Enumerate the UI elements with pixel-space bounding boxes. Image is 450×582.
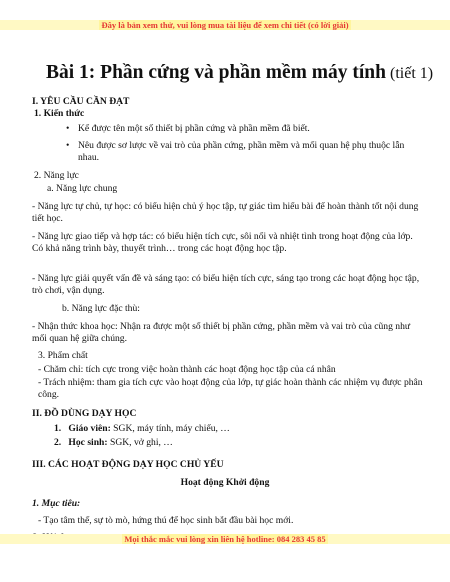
dodung-num: 1. bbox=[54, 423, 62, 434]
nangluc-heading: 2. Năng lực bbox=[34, 170, 79, 181]
preview-notice-banner: Đây là bản xem thử, vui lòng mua tài liệu để xem chi tiết (có lời giải) bbox=[0, 20, 450, 30]
phamchat-chamchi: - Chăm chỉ: tích cực trong việc hoàn thành các hoạt động học tập của cá nhân bbox=[38, 364, 336, 375]
kienthuc-heading: 1. Kiến thức bbox=[34, 108, 85, 119]
section-2-heading: II. ĐỒ DÙNG DẠY HỌC bbox=[32, 408, 137, 419]
section-3-heading: III. CÁC HOẠT ĐỘNG DẠY HỌC CHỦ YẾU bbox=[32, 459, 224, 470]
hotline-banner: Mọi thắc mắc vui lòng xin liên hệ hotline: 084 283 45 85 bbox=[0, 534, 450, 544]
dodung-item bbox=[54, 437, 173, 449]
dodung-num: 2. bbox=[54, 437, 62, 448]
dodung-item bbox=[54, 423, 230, 435]
dodung-label: Giáo viên: bbox=[68, 423, 111, 434]
muctieu-heading: 1. Mục tiêu: bbox=[32, 498, 81, 509]
dodung-text: SGK, máy tính, máy chiếu, … bbox=[110, 423, 230, 434]
muctieu-text: - Tạo tâm thế, sự tò mò, hứng thú để học sinh bắt đầu bài học mới. bbox=[38, 515, 294, 526]
phamchat-heading: 3. Phẩm chất bbox=[38, 350, 88, 361]
kienthuc-item: • Kể được tên một số thiết bị phần cứng và phần mềm đã biết. bbox=[78, 123, 310, 135]
phamchat-trachnhiem: - Trách nhiệm: tham gia tích cực vào hoạt động của lớp, tự giác hoàn thành các nhiệm vụ được phân công. bbox=[38, 377, 423, 401]
dodung-label: Học sinh: bbox=[68, 437, 108, 448]
dodung-text: SGK, vở ghi, … bbox=[107, 437, 173, 448]
kienthuc-item: • Nêu được sơ lược về vai trò của phần cứng, phần mềm và mối quan hệ phụ thuộc lẫn nhau. bbox=[78, 140, 408, 165]
nangluc-chung: a. Năng lực chung bbox=[47, 183, 118, 194]
lesson-title-sub: (tiết 1) bbox=[386, 65, 434, 82]
lesson-title-main: Bài 1: Phần cứng và phần mềm máy tính bbox=[46, 62, 386, 83]
paragraph-khoahoc: - Nhận thức khoa học: Nhận ra được một số thiết bị phần cứng, phần mềm và vai trò của cũng như mối quan hệ giữa chúng. bbox=[32, 321, 411, 345]
section-1-heading: I. YÊU CẦU CẦN ĐẠT bbox=[32, 96, 130, 107]
activity-title: Hoạt động Khởi động bbox=[180, 477, 270, 488]
paragraph-giaiquyet: - Năng lực giải quyết vấn đề và sáng tạo: có biểu hiện tích cực, sáng tạo trong các hoạt động học tập, trò chơi, vận dụng. bbox=[32, 273, 420, 297]
lesson-title bbox=[46, 62, 434, 84]
paragraph-giaotiep: - Năng lực giao tiếp và hợp tác: có biểu hiện tích cực, sôi nổi và nhiệt tình trong hoạt động của lớp. Có khả năng trình bày, thuyết trình… trong các hoạt động học tập. bbox=[32, 231, 413, 255]
paragraph-tuchu: - Năng lực tự chủ, tự học: có biểu hiện chủ ý học tập, tự giác tìm hiểu bài để hoàn thành tốt nội dung tiết học. bbox=[32, 201, 419, 225]
nangluc-dacthu: b. Năng lực đặc thù: bbox=[62, 303, 140, 314]
